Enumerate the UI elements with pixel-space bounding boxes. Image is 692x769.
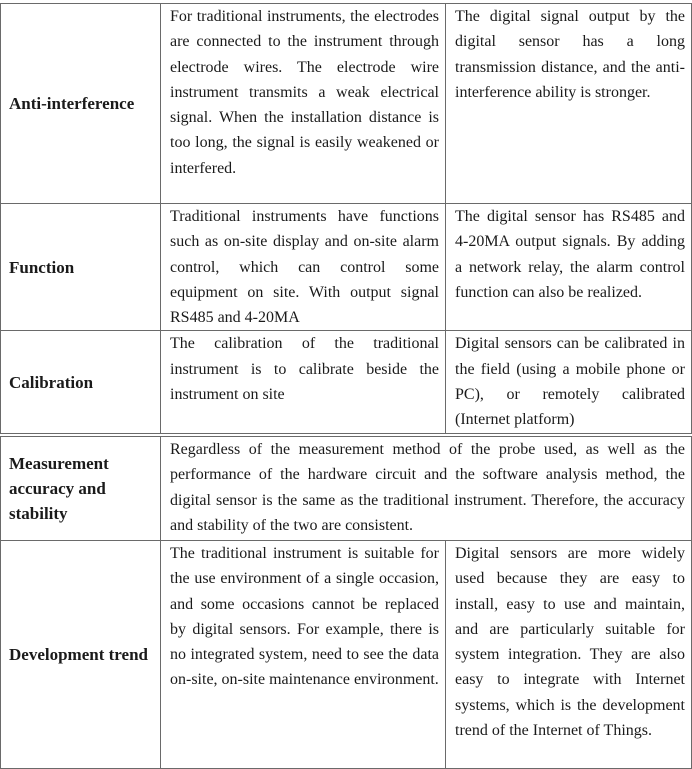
row-label-anti-interference: Anti-interference: [1, 4, 161, 204]
comparison-table-top: [0, 3, 692, 434]
cell-digital-trend: Digital sensors are more widely used because they are easy to install, easy to use and maintain, and are particularly suitable for system integration. They are also easy to integrate with Internet systems, which is the development trend of the Internet of Things.: [446, 541, 692, 769]
row-label-calibration: Calibration: [1, 331, 161, 433]
table-row-function: [1, 204, 692, 331]
row-label-accuracy: Measurement accuracy and stability: [1, 437, 161, 541]
cell-digital-function: The digital sensor has RS485 and 4-20MA output signals. By adding a network relay, the alarm control function can also be realized.: [446, 204, 692, 331]
cell-traditional-trend: The traditional instrument is suitable for the use environment of a single occasion, and some occasions cannot be replaced by digital sensors. For example, there is no integrated system, need to see the data on-site, on-site maintenance environment.: [161, 541, 446, 769]
cell-traditional-anti-interference: For traditional instruments, the electrodes are connected to the instrument through electrode wires. The electrode wire instrument transmits a weak electrical signal. When the installation distance is too long, the signal is easily weakened or interfered.: [161, 4, 446, 204]
table-row-calibration: [1, 331, 692, 433]
table-row-accuracy: [1, 437, 692, 541]
table-row-anti-interference: [1, 4, 692, 204]
cell-digital-calibration: Digital sensors can be calibrated in the field (using a mobile phone or PC), or remotely calibrated (Internet platform): [446, 331, 692, 433]
cell-digital-anti-interference: The digital signal output by the digital sensor has a long transmission distance, and the anti-interference ability is stronger.: [446, 4, 692, 204]
table-row-development-trend: [1, 541, 692, 769]
row-label-development-trend: Development trend: [1, 541, 161, 769]
cell-accuracy-merged: Regardless of the measurement method of the probe used, as well as the performance of the hardware circuit and the software analysis method, the digital sensor is the same as the traditional instrument. Therefore, the accuracy and stability of the two are consistent.: [161, 437, 692, 541]
cell-traditional-function: Traditional instruments have functions such as on-site display and on-site alarm control, which can control some equipment on site. With output signal RS485 and 4-20MA: [161, 204, 446, 331]
row-label-function: Function: [1, 204, 161, 331]
comparison-table-bottom: [0, 436, 692, 769]
cell-traditional-calibration: The calibration of the traditional instrument is to calibrate beside the instrument on site: [161, 331, 446, 433]
